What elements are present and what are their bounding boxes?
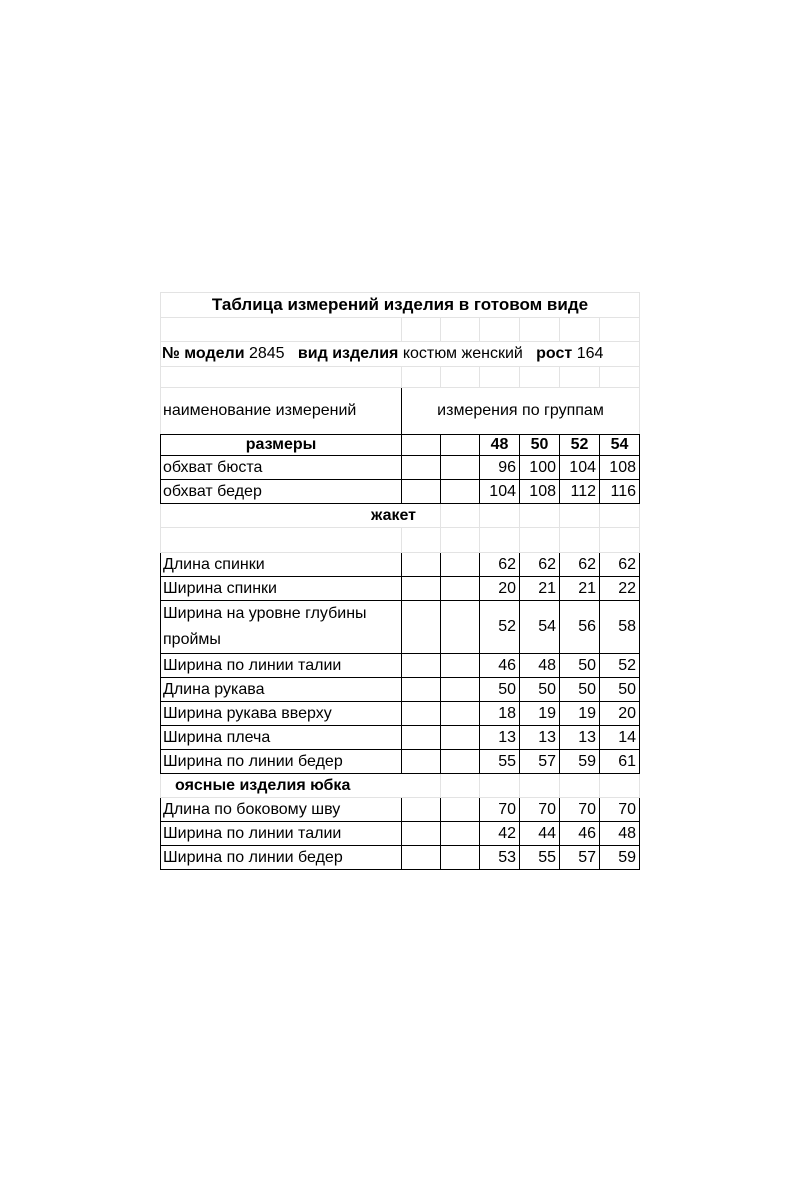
model-value: 2845 bbox=[248, 345, 285, 362]
row-value: 62 bbox=[600, 553, 640, 577]
row-value: 46 bbox=[560, 822, 600, 846]
row-value: 70 bbox=[520, 798, 560, 822]
row-value: 21 bbox=[560, 577, 600, 601]
row-value: 59 bbox=[600, 846, 640, 870]
title-row bbox=[161, 293, 640, 318]
row-value: 112 bbox=[560, 480, 600, 504]
row-value: 13 bbox=[520, 726, 560, 750]
row-value: 70 bbox=[480, 798, 520, 822]
table-row bbox=[161, 846, 640, 870]
table-row bbox=[161, 678, 640, 702]
row-label: обхват бедер bbox=[161, 480, 402, 504]
size-52: 52 bbox=[560, 435, 600, 456]
row-value: 20 bbox=[480, 577, 520, 601]
table-title: Таблица измерений изделия в готовом виде bbox=[161, 293, 640, 318]
row-value: 96 bbox=[480, 456, 520, 480]
row-label: Длина спинки bbox=[161, 553, 402, 577]
table-row bbox=[161, 750, 640, 774]
row-value: 50 bbox=[560, 654, 600, 678]
row-value: 54 bbox=[520, 601, 560, 654]
table-row bbox=[161, 654, 640, 678]
row-value: 70 bbox=[600, 798, 640, 822]
row-value: 42 bbox=[480, 822, 520, 846]
sizes-label: размеры bbox=[161, 435, 402, 456]
height-value: 164 bbox=[576, 345, 604, 362]
row-value: 53 bbox=[480, 846, 520, 870]
table-row bbox=[161, 577, 640, 601]
measurement-sheet bbox=[160, 292, 640, 870]
spacer-row bbox=[161, 367, 640, 388]
row-value: 59 bbox=[560, 750, 600, 774]
row-value: 44 bbox=[520, 822, 560, 846]
row-value: 19 bbox=[560, 702, 600, 726]
table-row bbox=[161, 822, 640, 846]
sizes-row bbox=[161, 435, 640, 456]
row-value: 55 bbox=[520, 846, 560, 870]
row-label: Ширина по линии бедер bbox=[161, 846, 402, 870]
type-value: костюм женский bbox=[402, 345, 523, 362]
row-value: 13 bbox=[560, 726, 600, 750]
row-value: 116 bbox=[600, 480, 640, 504]
height-label: рост bbox=[536, 345, 573, 362]
header-groups: измерения по группам bbox=[402, 388, 640, 435]
row-value: 46 bbox=[480, 654, 520, 678]
size-50: 50 bbox=[520, 435, 560, 456]
row-value: 62 bbox=[520, 553, 560, 577]
row-value: 50 bbox=[600, 678, 640, 702]
table-row bbox=[161, 726, 640, 750]
row-label: Длина по боковому шву bbox=[161, 798, 402, 822]
model-info bbox=[161, 342, 640, 367]
row-value: 14 bbox=[600, 726, 640, 750]
row-value: 50 bbox=[480, 678, 520, 702]
section-row bbox=[161, 774, 640, 798]
row-value: 50 bbox=[520, 678, 560, 702]
spacer-row bbox=[161, 318, 640, 342]
section-title-jacket: жакет bbox=[161, 504, 441, 528]
row-value: 70 bbox=[560, 798, 600, 822]
row-value: 58 bbox=[600, 601, 640, 654]
row-label: Ширина спинки bbox=[161, 577, 402, 601]
row-label: Длина рукава bbox=[161, 678, 402, 702]
section-title-skirt: оясные изделия юбка bbox=[161, 774, 441, 798]
spacer-row bbox=[161, 528, 640, 553]
header-row bbox=[161, 388, 640, 435]
row-label: Ширина на уровне глубины проймы bbox=[161, 601, 402, 654]
row-value: 104 bbox=[480, 480, 520, 504]
row-label: Ширина по линии бедер bbox=[161, 750, 402, 774]
table-row bbox=[161, 456, 640, 480]
row-label: Ширина по линии талии bbox=[161, 654, 402, 678]
row-value: 20 bbox=[600, 702, 640, 726]
table-row bbox=[161, 553, 640, 577]
row-label: обхват бюста bbox=[161, 456, 402, 480]
row-value: 56 bbox=[560, 601, 600, 654]
row-value: 52 bbox=[480, 601, 520, 654]
row-label: Ширина рукава вверху bbox=[161, 702, 402, 726]
blank-cell bbox=[402, 435, 441, 456]
table-row bbox=[161, 702, 640, 726]
row-value: 21 bbox=[520, 577, 560, 601]
row-value: 61 bbox=[600, 750, 640, 774]
table-row bbox=[161, 798, 640, 822]
row-label: Ширина плеча bbox=[161, 726, 402, 750]
row-value: 22 bbox=[600, 577, 640, 601]
info-row bbox=[161, 342, 640, 367]
row-value: 52 bbox=[600, 654, 640, 678]
row-value: 104 bbox=[560, 456, 600, 480]
row-value: 13 bbox=[480, 726, 520, 750]
row-value: 19 bbox=[520, 702, 560, 726]
row-value: 55 bbox=[480, 750, 520, 774]
row-value: 100 bbox=[520, 456, 560, 480]
row-value: 108 bbox=[520, 480, 560, 504]
row-value: 48 bbox=[600, 822, 640, 846]
row-value: 48 bbox=[520, 654, 560, 678]
table-row bbox=[161, 480, 640, 504]
row-value: 50 bbox=[560, 678, 600, 702]
row-value: 18 bbox=[480, 702, 520, 726]
row-label: Ширина по линии талии bbox=[161, 822, 402, 846]
row-value: 57 bbox=[560, 846, 600, 870]
row-value: 108 bbox=[600, 456, 640, 480]
header-names: наименование измерений bbox=[161, 388, 402, 435]
type-label: вид изделия bbox=[297, 345, 399, 362]
size-48: 48 bbox=[480, 435, 520, 456]
section-row bbox=[161, 504, 640, 528]
table-row bbox=[161, 601, 640, 654]
blank-cell bbox=[441, 435, 480, 456]
model-label: № модели bbox=[162, 345, 245, 362]
measurement-table bbox=[160, 292, 640, 870]
row-value: 62 bbox=[560, 553, 600, 577]
size-54: 54 bbox=[600, 435, 640, 456]
row-value: 57 bbox=[520, 750, 560, 774]
row-value: 62 bbox=[480, 553, 520, 577]
